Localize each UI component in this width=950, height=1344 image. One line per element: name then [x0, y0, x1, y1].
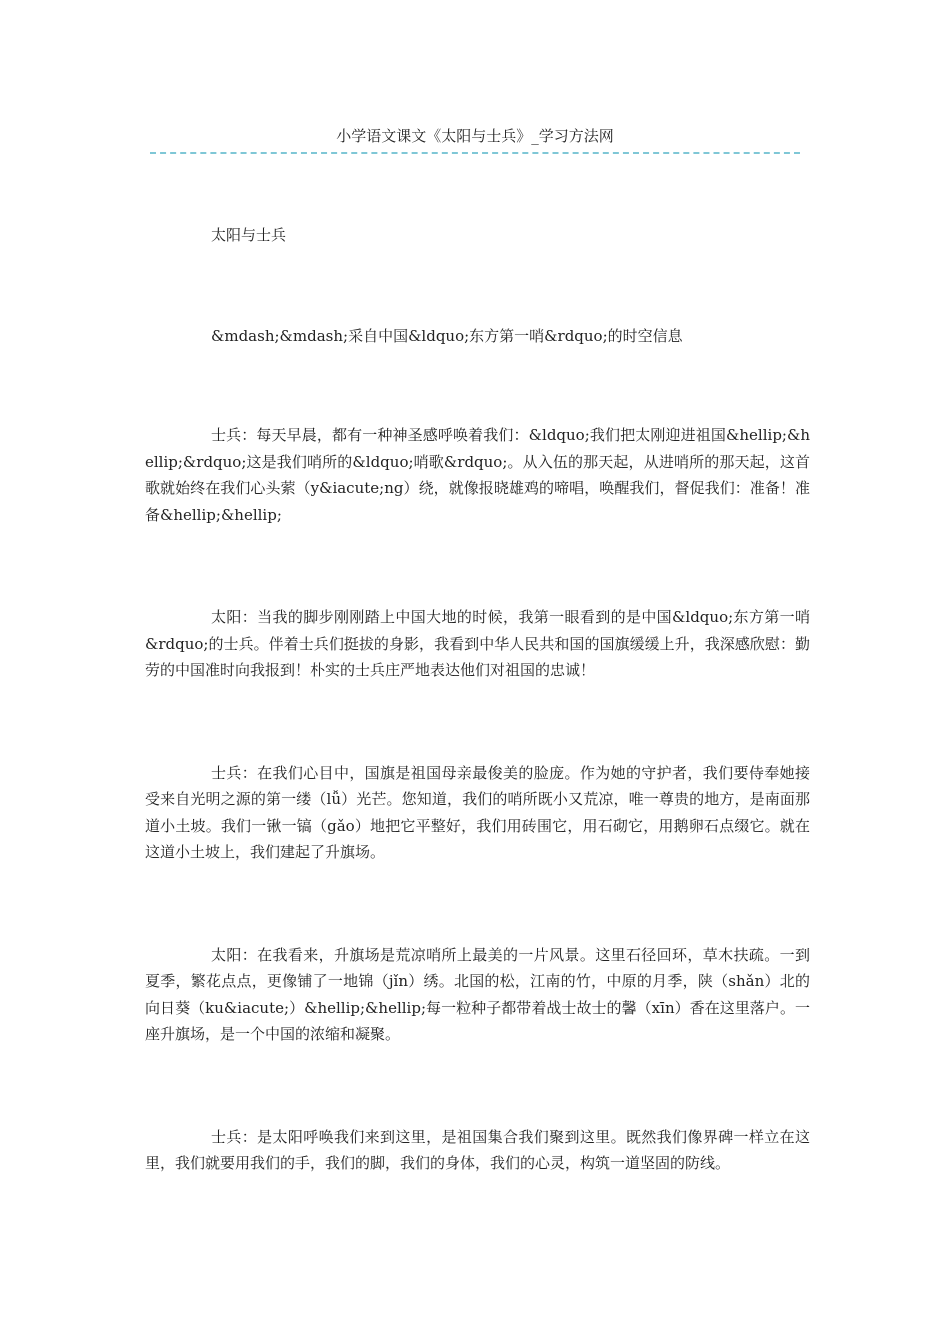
paragraph: 太阳：在我看来，升旗场是荒凉哨所上最美的一片风景。这里石径回环，草木扶疏。一到夏季，繁花点点，更像铺了一地锦（jǐn）绣。北国的松，江南的竹，中原的月季，陕（shǎn）北的向日葵（ku&iacute;）&hellip;&hellip;每一粒种子都带着战士故士的馨（xīn）香在这里落户。一座升旗场，是一个中国的浓缩和凝聚。 [145, 945, 810, 1043]
paragraph: 太阳：当我的脚步刚刚踏上中国大地的时候，我第一眼看到的是中国&ldquo;东方第一哨&rdquo;的士兵。伴着士兵们挺拔的身影，我看到中华人民共和国的国旗缓缓上升，我深感欣慰：勤劳的中国准时向我报到！朴实的士兵庄严地表达他们对祖国的忠诚！ [145, 608, 810, 679]
header-title: 小学语文课文《太阳与士兵》_学习方法网 [336, 127, 614, 145]
document-body [145, 222, 810, 1253]
document-title: 太阳与士兵 [211, 226, 287, 244]
header-divider [150, 152, 800, 154]
paragraph: 士兵：每天早晨，都有一种神圣感呼唤着我们：&ldquo;我们把太刚迎进祖国&hellip;&hellip;&rdquo;这是我们哨所的&ldquo;哨歌&rdquo;。从入伍的那天起，从进哨所的那天起，这首歌就始终在我们心头萦（y&iacute;ng）绕，就像报晓雄鸡的啼唱，唤醒我们，督促我们：准备！准备&hellip;&hellip; [145, 426, 810, 524]
document-subtitle: &mdash;&mdash;采自中国&ldquo;东方第一哨&rdquo;的时空信息 [211, 327, 683, 345]
paragraph: 士兵：在我们心目中，国旗是祖国母亲最俊美的脸庞。作为她的守护者，我们要侍奉她接受来自光明之源的第一缕（lǚ）光芒。您知道，我们的哨所既小又荒凉，唯一尊贵的地方，是南面那道小土坡。我们一锹一镐（gǎo）地把它平整好，我们用砖围它，用石砌它，用鹅卵石点缀它。就在这道小土坡上，我们建起了升旗场。 [145, 763, 810, 861]
paragraph: 士兵：是太阳呼唤我们来到这里，是祖国集合我们聚到这里。既然我们像界碑一样立在这里，我们就要用我们的手，我们的脚，我们的身体，我们的心灵，构筑一道坚固的防线。 [145, 1127, 810, 1172]
page-header [0, 124, 950, 154]
